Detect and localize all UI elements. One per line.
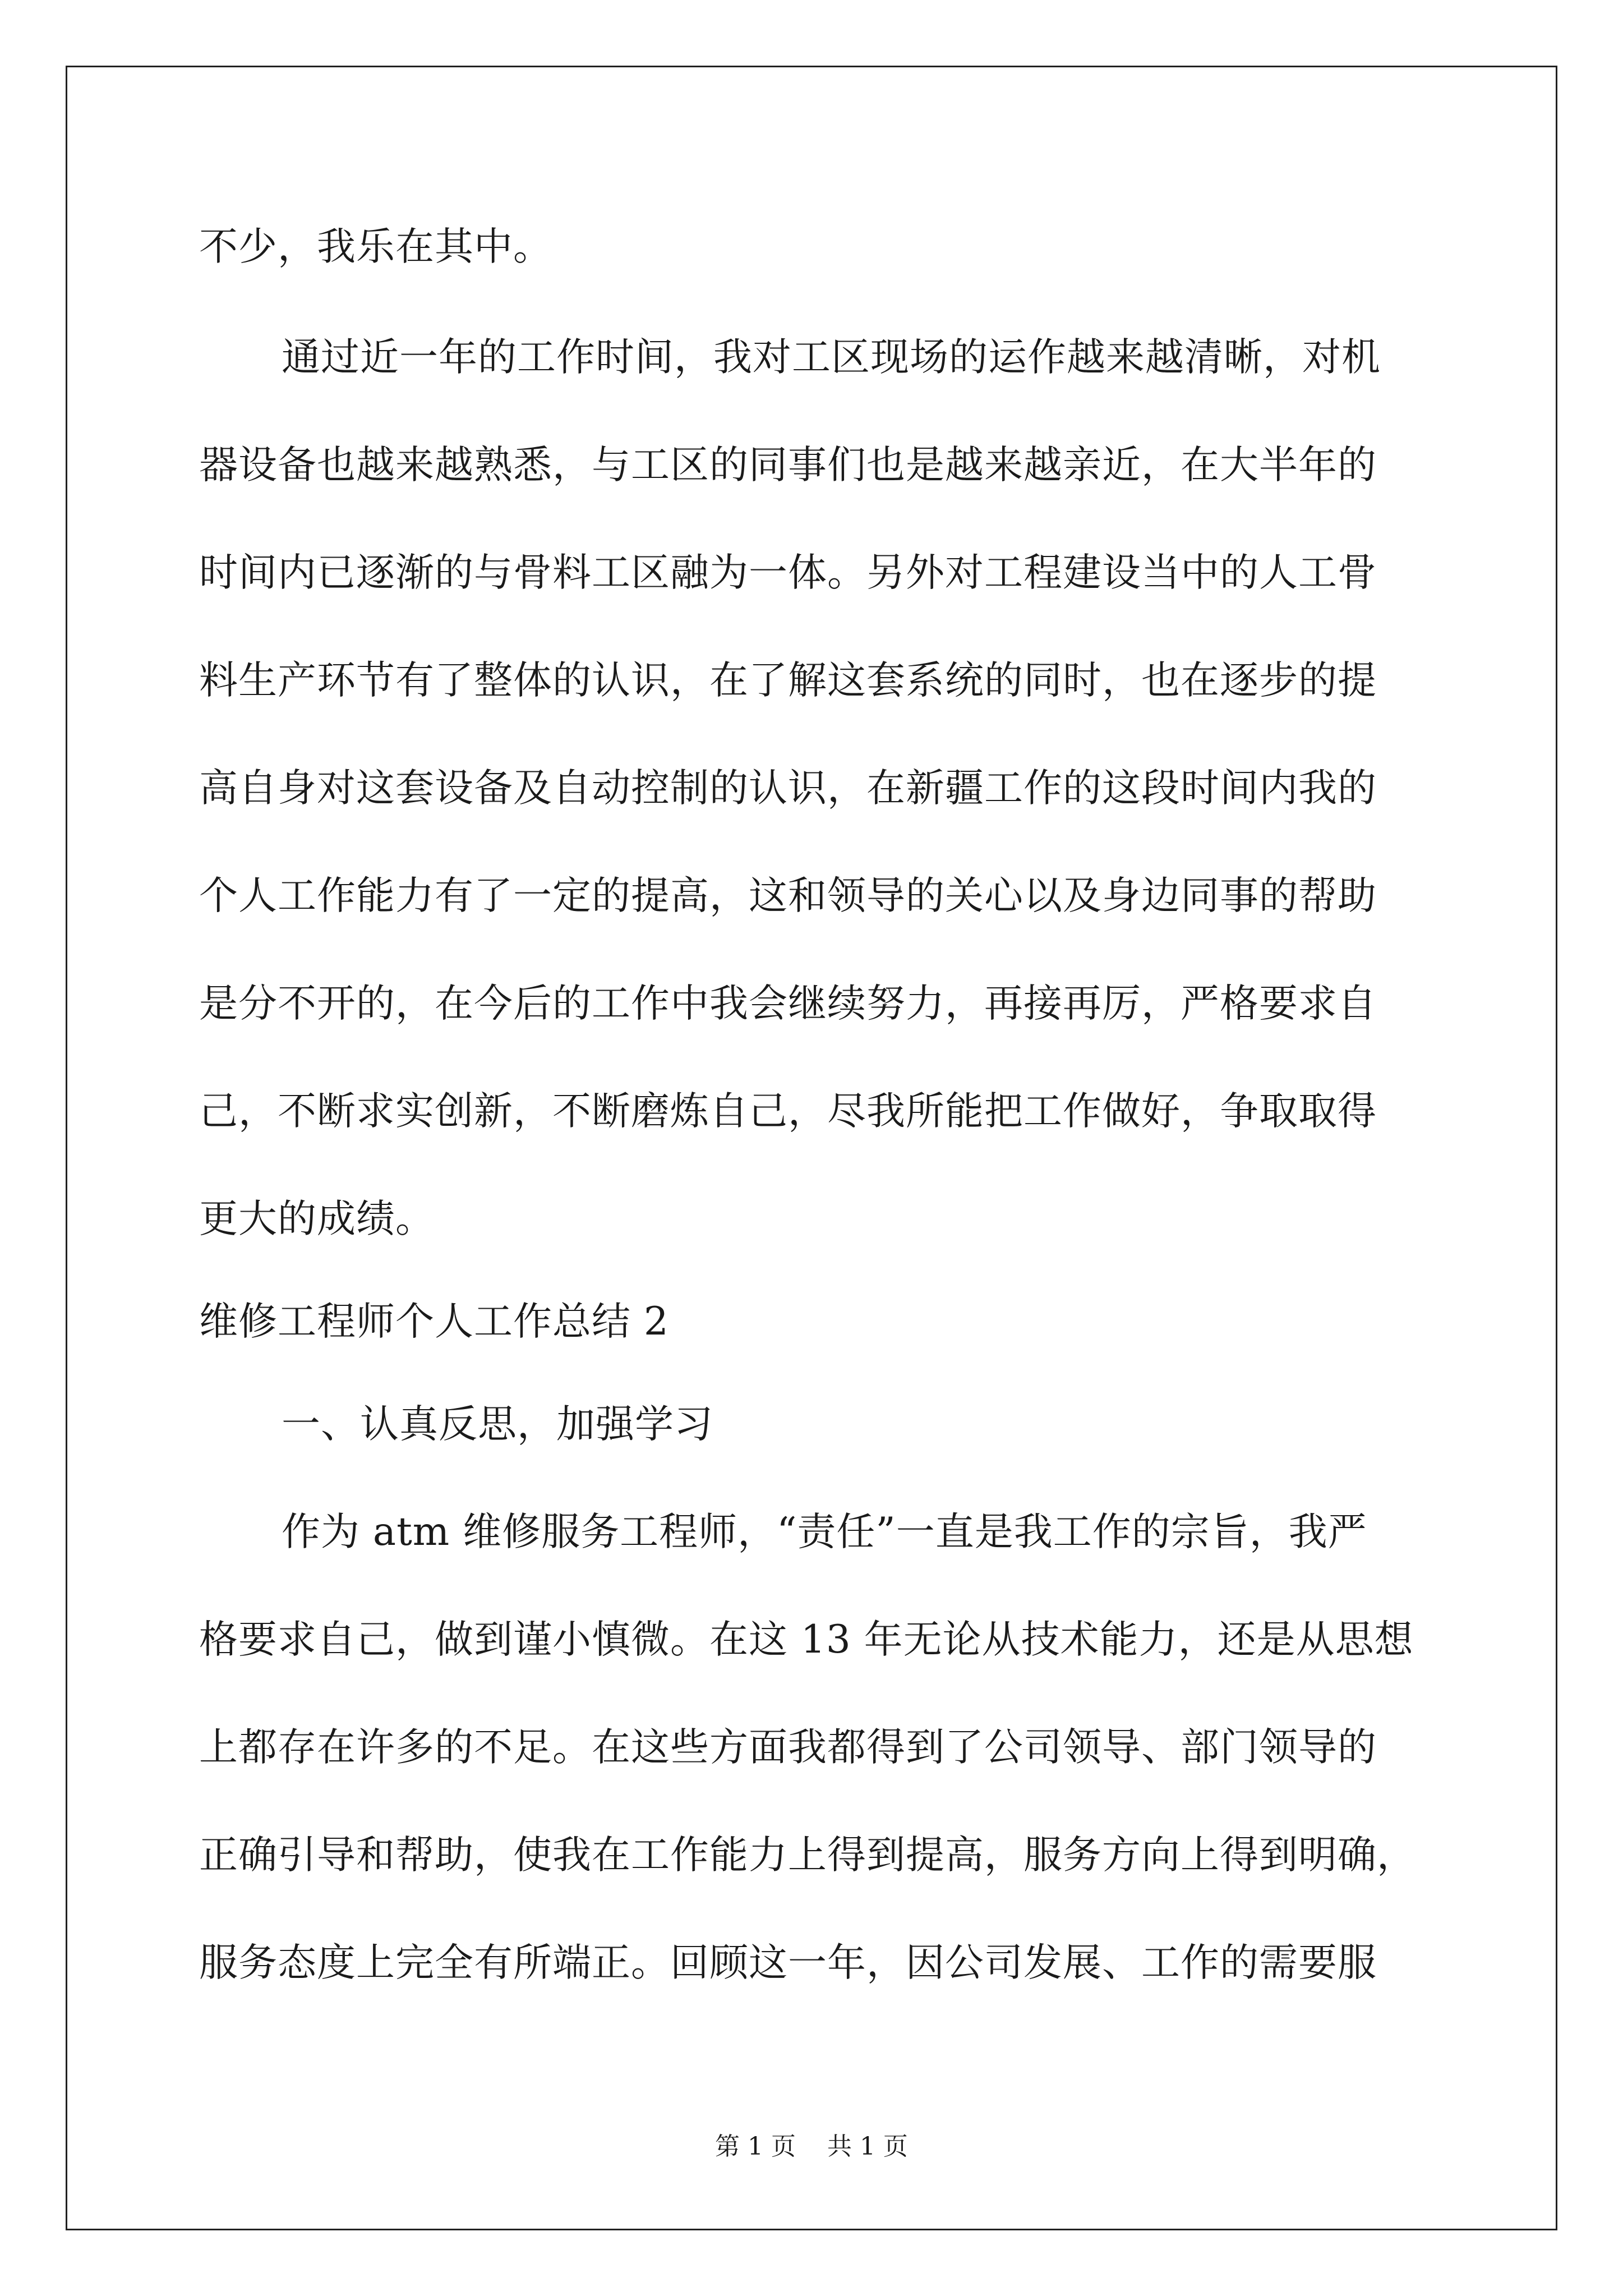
paragraph-line: 己，不断求实创新，不断磨炼自己，尽我所能把工作做好，争取取得 bbox=[199, 1089, 1377, 1134]
paragraph-line: 服务态度上完全有所端正。回顾这一年，因公司发展、工作的需要服 bbox=[199, 1940, 1377, 1985]
page-border bbox=[66, 66, 1557, 2230]
paragraph-line: 正确引导和帮助，使我在工作能力上得到提高，服务方向上得到明确， bbox=[199, 1833, 1416, 1878]
paragraph-line: 不少，我乐在其中。 bbox=[199, 224, 552, 269]
paragraph-line: 上都存在许多的不足。在这些方面我都得到了公司领导、部门领导的 bbox=[199, 1725, 1377, 1770]
subsection-heading: 一、认真反思，加强学习 bbox=[282, 1402, 713, 1447]
paragraph-line: 是分不开的，在今后的工作中我会继续努力，再接再厉，严格要求自 bbox=[199, 981, 1377, 1026]
paragraph-line: 更大的成绩。 bbox=[199, 1197, 435, 1241]
paragraph-line: 格要求自己，做到谨小慎微。在这 13 年无论从技术能力，还是从思想 bbox=[199, 1617, 1414, 1662]
paragraph-line: 个人工作能力有了一定的提高，这和领导的关心以及身边同事的帮助 bbox=[199, 873, 1377, 918]
paragraph-line: 时间内已逐渐的与骨料工区融为一体。另外对工程建设当中的人工骨 bbox=[199, 550, 1377, 595]
paragraph-line: 通过近一年的工作时间，我对工区现场的运作越来越清晰，对机 bbox=[282, 335, 1381, 380]
paragraph-line: 料生产环节有了整体的认识，在了解这套系统的同时，也在逐步的提 bbox=[199, 658, 1377, 703]
page-number-footer: 第 1 页 共 1 页 bbox=[715, 2132, 908, 2161]
paragraph-line: 高自身对这套设备及自动控制的认识，在新疆工作的这段时间内我的 bbox=[199, 766, 1377, 811]
section-heading: 维修工程师个人工作总结 2 bbox=[199, 1299, 669, 1344]
paragraph-line: 作为 atm 维修服务工程师，“责任”一直是我工作的宗旨，我严 bbox=[282, 1510, 1367, 1554]
paragraph-line: 器设备也越来越熟悉，与工区的同事们也是越来越亲近，在大半年的 bbox=[199, 443, 1377, 487]
